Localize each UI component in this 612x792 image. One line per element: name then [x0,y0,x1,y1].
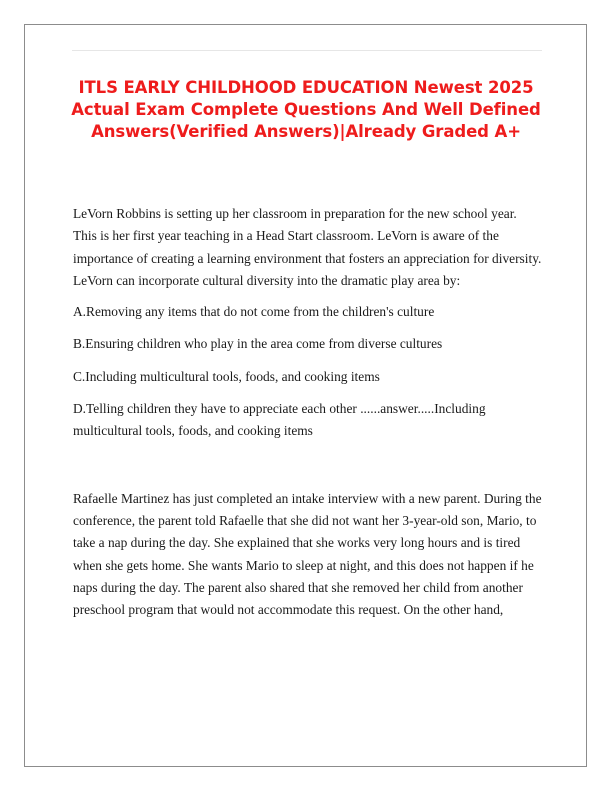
question-1-option-c: C.Including multicultural tools, foods, and cooking items [73,368,380,384]
question-1-stem: LeVorn Robbins is setting up her classroom in preparation for the new school year. This is her first year teaching in a Head Start classroom. LeVorn is aware of the importance of creating a learning environment that fosters an appreciation for diversity. LeVorn can incorporate cultural diversity into the dramatic play area by: [73,206,542,288]
question-1-option-d-with-answer: D.Telling children they have to appreciate each other ......answer.....Including multicultural tools, foods, and cooking items [73,401,486,439]
header-rule [72,50,542,51]
question-1-option-a: A.Removing any items that do not come from the children's culture [73,304,435,320]
document-body [73,203,543,621]
question-2-stem: Rafaelle Martinez has just completed an intake interview with a new parent. During the conference, the parent told Rafaelle that she did not want her 3-year-old son, Mario, to take a nap during the day. She explained that she works very long hours and is tired when she gets home. She wants Mario to sleep at night, and this does not happen if he naps during the day. The parent also shared that she removed her child from another preschool program that would not accommodate this request. On the other hand, [73,490,542,618]
question-1-option-b: B.Ensuring children who play in the area come from diverse cultures [73,336,443,352]
document-title: ITLS EARLY CHILDHOOD EDUCATION Newest 2025 Actual Exam Complete Questions And Well Defined Answers(Verified Answers)|Already Graded A+ [71,78,541,141]
